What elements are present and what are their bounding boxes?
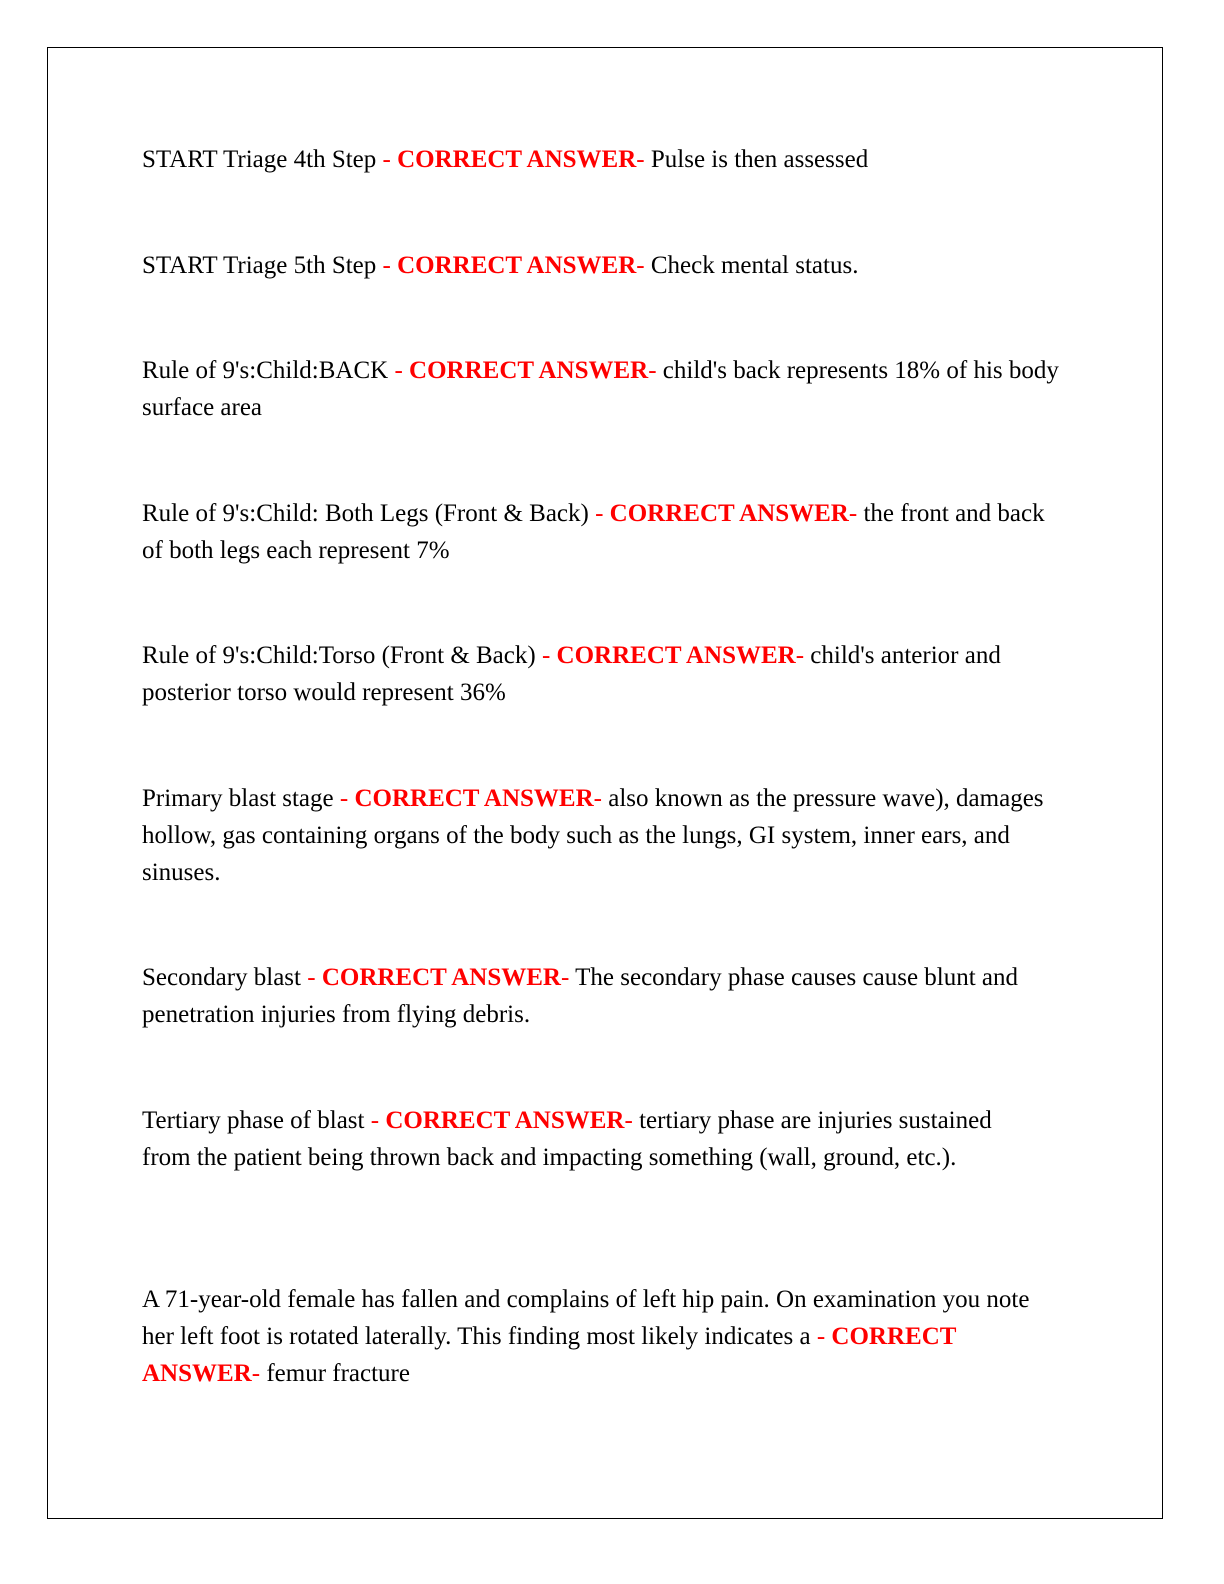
separator: -	[636, 146, 645, 173]
answer-tag: CORRECT ANSWER	[397, 252, 637, 279]
separator: -	[636, 252, 645, 279]
separator: -	[795, 642, 805, 669]
answer-text: Pulse is then assessed	[650, 146, 869, 173]
qa-entry	[142, 247, 1077, 284]
separator: -	[307, 964, 316, 991]
separator: -	[394, 357, 403, 384]
answer-tag: CORRECT ANSWER	[385, 1107, 625, 1134]
separator: -	[370, 1107, 380, 1134]
answer-tag: CORRECT ANSWER	[409, 357, 649, 384]
answer-text: child's anterior and posterior torso would represent 36%	[142, 642, 1001, 706]
answer-tag: CORRECT ANSWER	[142, 1323, 956, 1387]
separator: -	[339, 785, 349, 812]
separator: -	[593, 785, 602, 812]
answer-tag: CORRECT ANSWER	[321, 964, 561, 991]
qa-entry	[142, 637, 1057, 711]
separator: -	[382, 252, 391, 279]
qa-entry	[142, 352, 1067, 426]
answer-text: child's back represents 18% of his body surface area	[142, 357, 1059, 421]
question-text: Primary blast stage	[142, 785, 334, 812]
separator: -	[848, 500, 858, 527]
separator: -	[624, 1107, 633, 1134]
separator: -	[595, 500, 604, 527]
separator: -	[382, 146, 391, 173]
qa-entry	[142, 1281, 1042, 1392]
separator: -	[561, 964, 570, 991]
answer-text: femur fracture	[266, 1360, 410, 1387]
qa-entry	[142, 959, 1082, 1033]
question-text: Rule of 9's:Child:Torso (Front & Back)	[142, 642, 536, 669]
answer-text: The secondary phase causes cause blunt and penetration injuries from flying debris.	[142, 964, 1019, 1028]
answer-text: tertiary phase are injuries sustained from the patient being thrown back and impacting something (wall, ground, etc.).	[142, 1107, 992, 1171]
separator: -	[648, 357, 657, 384]
qa-entry	[142, 780, 1052, 891]
separator: -	[541, 642, 551, 669]
answer-text: also known as the pressure wave), damages hollow, gas containing organs of the body such as the lungs, GI system, inner ears, and sinuses.	[142, 785, 1044, 886]
answer-text: the front and back of both legs each represent 7%	[142, 500, 1045, 564]
qa-entry	[142, 1102, 1022, 1176]
answer-tag: CORRECT ANSWER	[397, 146, 637, 173]
separator: -	[251, 1360, 261, 1387]
question-text: START Triage 5th Step	[142, 252, 377, 279]
qa-entry	[142, 141, 1077, 178]
question-text: Tertiary phase of blast	[142, 1107, 365, 1134]
answer-tag: CORRECT ANSWER	[556, 642, 796, 669]
qa-entry	[142, 495, 1047, 569]
question-text: Rule of 9's:Child:BACK	[142, 357, 389, 384]
question-text: Secondary blast	[142, 964, 301, 991]
answer-tag: CORRECT ANSWER	[354, 785, 594, 812]
separator: -	[816, 1323, 826, 1350]
answer-tag: CORRECT ANSWER	[609, 500, 849, 527]
question-text: START Triage 4th Step	[142, 146, 377, 173]
question-text: Rule of 9's:Child: Both Legs (Front & Back)	[142, 500, 589, 527]
question-text: A 71-year-old female has fallen and complains of left hip pain. On examination you note her left foot is rotated laterally. This finding most likely indicates a	[142, 1286, 1030, 1350]
answer-text: Check mental status.	[650, 252, 859, 279]
